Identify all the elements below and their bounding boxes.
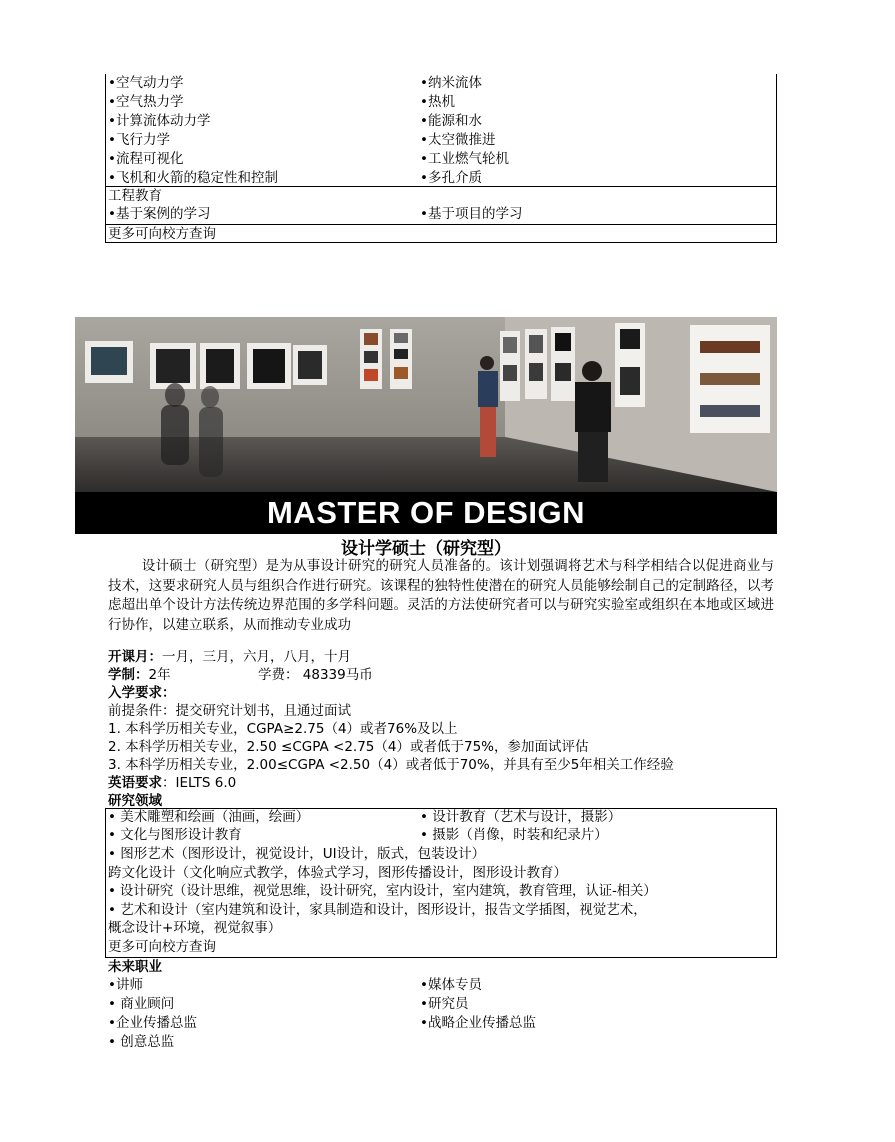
career-item: •讲师 (108, 977, 143, 993)
program-intro: 设计硕士（研究型）是为从事设计研究的研究人员准备的。该计划强调将艺术与科学相结合以促进商业与技术，这要求研究人员与组织合作进行研究。该课程的独特性使潜在的研究人员能够绘制自己的定制路径，以考虑超出单个设计方法传统边界范围的多学科问题。灵活的方法使研究者可以与研究实验室或组织在本地或区域进行协作，以建立联系，从而推动专业成功 (108, 558, 774, 633)
box-border-bottom (105, 957, 777, 958)
fee-text: 学费： 48339马币 (258, 667, 373, 683)
careers-heading: 未来职业 (108, 959, 162, 975)
gallery-illustration (75, 317, 777, 492)
research-item: • 设计教育（艺术与设计，摄影） (420, 809, 622, 825)
list-item: •纳米流体 (420, 75, 482, 91)
table-border-right (776, 74, 777, 243)
requirement-item: 3. 本科学历相关专业，2.00≤CGPA <2.50（4）或者低于70%，并具有至少5年相关工作经验 (108, 757, 674, 773)
requirement-item: 2. 本科学历相关专业，2.50 ≤CGPA <2.75（4）或者低于75%，参加面试评估 (108, 739, 589, 755)
more-info-note: 更多可向校方查询 (108, 939, 216, 955)
career-item: •研究员 (420, 996, 469, 1012)
duration-label: 学制： (108, 667, 149, 683)
duration-line (108, 666, 171, 685)
career-item: •战略企业传播总监 (420, 1015, 536, 1031)
list-item: •空气热力学 (108, 94, 184, 110)
research-item: • 艺术和设计（室内建筑和设计，家具制造和设计，图形设计，报告文学插图，视觉艺术， (108, 902, 647, 918)
list-item: •能源和水 (420, 113, 482, 129)
research-item: 跨文化设计（文化响应式教学，体验式学习，图形传播设计，图形设计教育） (108, 865, 567, 881)
box-border-right (776, 808, 777, 958)
research-item: • 设计研究（设计思维，视觉思维，设计研究，室内设计，室内建筑，教育管理，认证-相关） (108, 883, 657, 899)
more-info-note: 更多可向校方查询 (108, 226, 216, 242)
list-item: •基于项目的学习 (420, 206, 523, 222)
research-item: • 文化与图形设计教育 (108, 827, 242, 843)
table-border-left (105, 74, 106, 243)
list-item: •热机 (420, 94, 455, 110)
banner-title: MASTER OF DESIGN (75, 492, 777, 534)
career-item: • 创意总监 (108, 1034, 175, 1050)
requirements-heading: 入学要求： (108, 685, 176, 701)
gallery-photo (75, 317, 777, 492)
research-item: • 图形艺术（图形设计，视觉设计，UI设计，版式，包装设计） (108, 846, 486, 862)
research-item: 概念设计+环境，视觉叙事） (108, 920, 282, 936)
career-item: •媒体专员 (420, 977, 482, 993)
intake-value: 一月，三月，六月，八月，十月 (162, 649, 351, 665)
duration-value: 2年 (148, 667, 171, 683)
english-value: ：IELTS 6.0 (162, 775, 237, 791)
list-item: •基于案例的学习 (108, 206, 211, 222)
research-heading: 研究领域 (108, 793, 162, 809)
section-title: 工程教育 (108, 188, 162, 204)
list-item: •太空微推进 (420, 132, 496, 148)
list-item: •飞行力学 (108, 132, 170, 148)
career-item: •企业传播总监 (108, 1015, 197, 1031)
english-requirement (108, 774, 236, 793)
list-item: •飞机和火箭的稳定性和控制 (108, 170, 278, 186)
research-item: • 美术雕塑和绘画（油画，绘画） (108, 809, 310, 825)
prerequisite: 前提条件：提交研究计划书，且通过面试 (108, 703, 351, 719)
intake-line (108, 648, 351, 667)
requirement-item: 1. 本科学历相关专业，CGPA≥2.75（4）或者76%及以上 (108, 721, 458, 737)
list-item: •多孔介质 (420, 170, 482, 186)
intake-label: 开课月： (108, 649, 162, 665)
english-label: 英语要求 (108, 775, 162, 791)
box-border-left (105, 808, 106, 958)
list-item: •流程可视化 (108, 151, 184, 167)
list-item: •空气动力学 (108, 75, 184, 91)
list-item: •工业燃气轮机 (420, 151, 509, 167)
career-item: • 商业顾问 (108, 996, 175, 1012)
research-item: • 摄影（肖像，时装和纪录片） (420, 827, 608, 843)
list-item: •计算流体动力学 (108, 113, 211, 129)
program-title: 设计学硕士（研究型） (341, 539, 511, 559)
